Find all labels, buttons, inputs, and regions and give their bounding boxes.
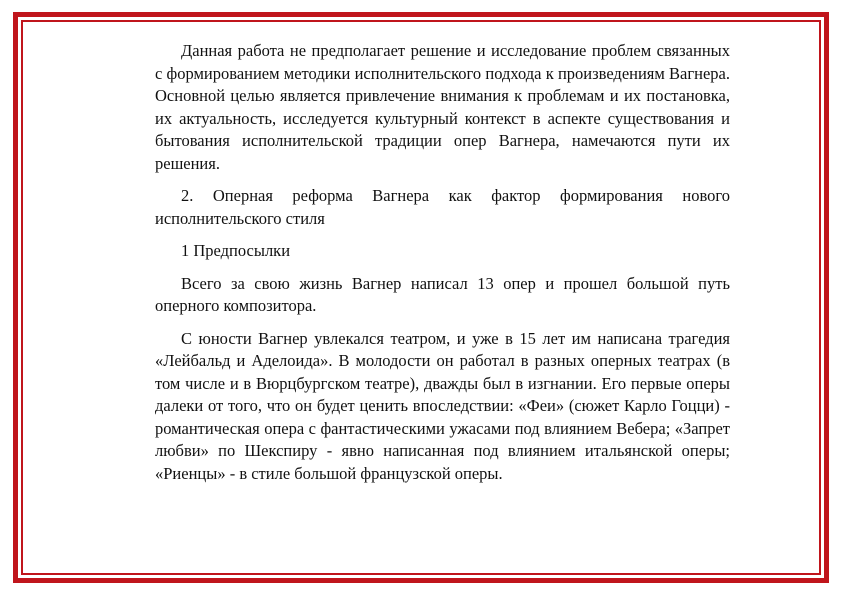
document-body xyxy=(155,40,730,495)
paragraph-operas-count: Всего за свою жизнь Вагнер написал 13 опер и прошел большой путь оперного композитора. xyxy=(155,273,730,315)
paragraph-intro: Данная работа не предполагает решение и исследование проблем связанных с формированием методики исполнительского подхода к произведениям Вагнера. Основной целью является привлечение внимания к проблемам и их постановка, их актуальность, исследуется культурный контекст в аспекте существования и бытования исполнительской традиции опер Вагнера, намечаются пути их решения. xyxy=(155,41,730,173)
section-heading: 2. Оперная реформа Вагнера как фактор формирования нового исполнительского стиля xyxy=(155,186,730,228)
subsection-heading: 1 Предпосылки xyxy=(181,241,291,260)
paragraph-early-years: С юности Вагнер увлекался театром, и уже в 15 лет им написана трагедия «Лейбальд и Аделоида». В молодости он работал в разных оперных театрах (в том числе и в Вюрцбургском театре), дважды был в изгнании. Его первые оперы далеки от того, что он будет ценить впоследствии: «Феи» (сюжет Карло Гоцци) - романтическая опера с фантастическими ужасами под влиянием Вебера; «Запрет любви» по Шекспиру - явно написанная под влиянием итальянской оперы; «Риенцы» - в стиле большой французской оперы. xyxy=(155,328,730,483)
